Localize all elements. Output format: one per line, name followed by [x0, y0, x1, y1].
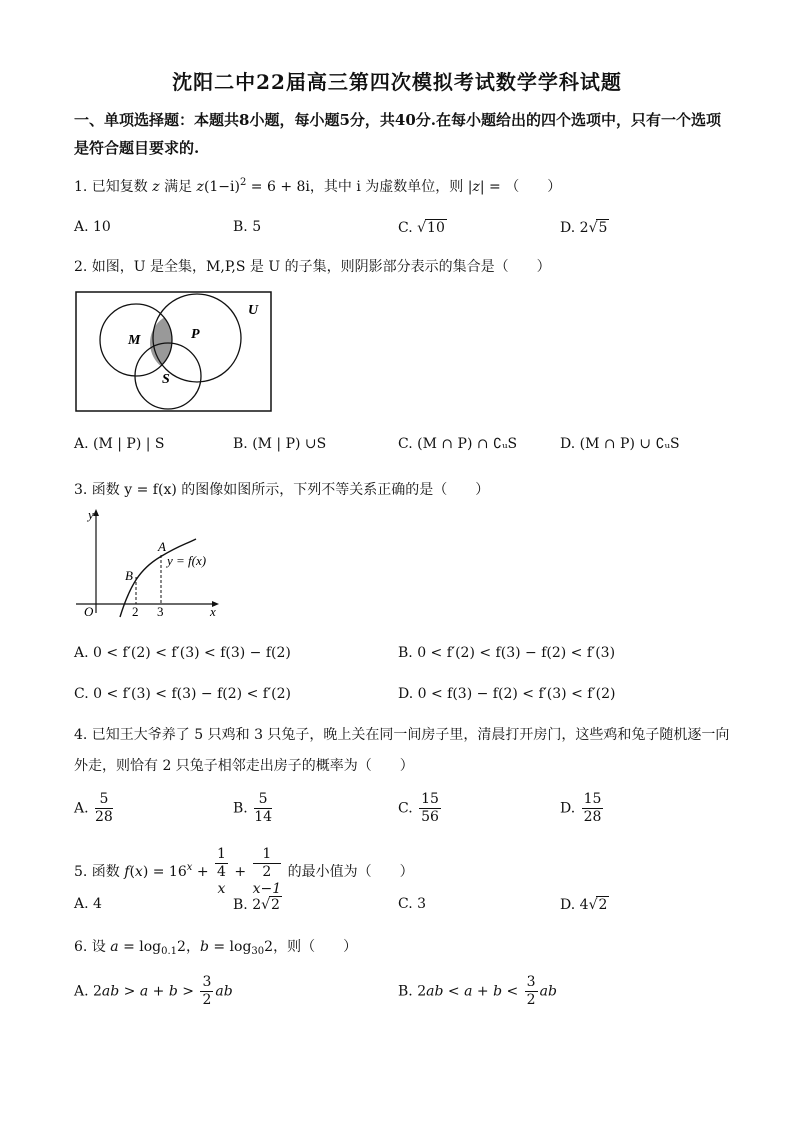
venn-label-s: S: [162, 372, 170, 387]
function-graph: [74, 505, 234, 620]
graph-curve-label: y = f(x): [167, 553, 207, 568]
q1-option-d[interactable]: D. 2√5: [560, 220, 608, 236]
q3-option-c[interactable]: C. 0 < f′(3) < f(3) − f(2) < f′(2): [74, 686, 291, 702]
q6-option-b[interactable]: B. 2ab < a + b < $\frac{3}{2}$ ab: [398, 974, 557, 1008]
q2-option-d[interactable]: D. (M ∩ P) ∪ ∁ᵤS: [560, 436, 680, 452]
question-3-stem: 3. 函数 y = f(x) 的图像如图所示，下列不等关系正确的是（ ）: [74, 482, 490, 498]
venn-label-u: U: [248, 303, 259, 318]
q1-option-c[interactable]: C. √10: [398, 220, 445, 236]
q1-option-b[interactable]: B. 5: [233, 219, 262, 235]
graph-x-label: x: [210, 604, 216, 619]
q5-option-d[interactable]: D. 4√2: [560, 897, 608, 913]
page-title: 沈阳二中22届高三第四次模拟考试数学学科试题: [172, 70, 622, 94]
question-1-stem: 1. 已知复数 z 满足 $z(1-i)^2 = 6 + 8i$，其中 i 为虚数单位，则 |z| = （ ）: [74, 177, 562, 195]
q2-option-b[interactable]: B. (M | P) ∪S: [233, 436, 327, 452]
question-2-stem: 2. 如图，U 是全集，M,P,S 是 U 的子集，则阴影部分表示的集合是（ ）: [74, 259, 551, 275]
q1-option-a[interactable]: A. 10: [74, 219, 111, 235]
q5-option-a[interactable]: A. 4: [74, 896, 102, 912]
question-5-stem: 5. 函数 $f(x) = 16^x$ + 1 4 x + 1 2 x−1 的最小值为（ ）: [74, 846, 414, 897]
question-4-stem-line1: 4. 已知王大爷养了 5 只鸡和 3 只兔子，晚上关在同一间房子里，清晨打开房门，这些鸡和兔子随机逐一向: [74, 727, 730, 743]
q3-option-a[interactable]: A. 0 < f′(2) < f′(3) < f(3) − f(2): [74, 645, 291, 661]
venn-label-m: M: [128, 333, 141, 348]
q6-option-a[interactable]: A. 2ab > a + b > $\frac{3}{2}$ ab: [74, 974, 233, 1008]
question-4-stem-line2: 外走，则恰有 2 只兔子相邻走出房子的概率为（ ）: [74, 758, 414, 774]
graph-point-a: A: [158, 539, 166, 554]
q5-option-b[interactable]: B. 2√2: [233, 897, 280, 913]
q4-option-d[interactable]: D. $\frac{15}{28}$: [560, 791, 602, 825]
question-6-stem: 6. 设 $a = \log_{0.1}2$，$b = \log_{30}2$，则（ ）: [74, 939, 358, 957]
q4-option-a[interactable]: A. $\frac{5}{28}$: [74, 791, 113, 825]
graph-tick-2: 2: [132, 604, 139, 619]
venn-diagram: [74, 290, 274, 413]
graph-y-label: y: [88, 507, 94, 522]
graph-tick-3: 3: [157, 604, 164, 619]
q4-option-c[interactable]: C. $\frac{15}{56}$: [398, 791, 439, 825]
q3-option-b[interactable]: B. 0 < f′(2) < f(3) − f(2) < f′(3): [398, 645, 616, 661]
section-heading: 一、单项选择题：本题共8小题，每小题5分，共40分.在每小题给出的四个选项中，只有一个选项是符合题目要求的.: [74, 111, 721, 157]
venn-label-p: P: [191, 327, 200, 342]
q5-option-c[interactable]: C. 3: [398, 896, 427, 912]
graph-origin-label: O: [84, 604, 94, 619]
q2-option-a[interactable]: A. (M | P) | S: [74, 436, 165, 452]
graph-point-b: B: [125, 568, 133, 583]
q4-option-b[interactable]: B. $\frac{5}{14}$: [233, 791, 273, 825]
q3-option-d[interactable]: D. 0 < f(3) − f(2) < f′(3) < f′(2): [398, 686, 616, 702]
q2-option-c[interactable]: C. (M ∩ P) ∩ ∁ᵤS: [398, 436, 518, 452]
